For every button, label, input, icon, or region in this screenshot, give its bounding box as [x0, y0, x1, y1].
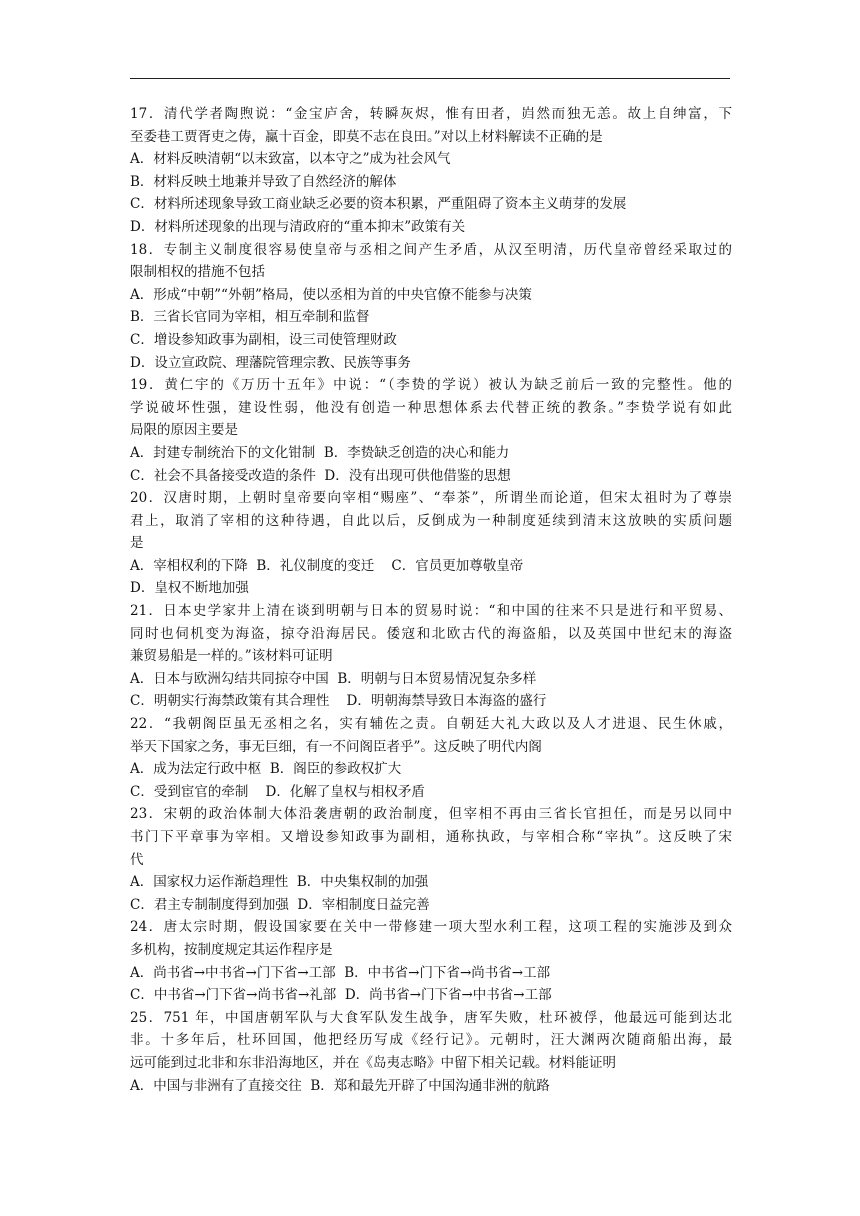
answer-option-line: A．宰相权利的下降 B．礼仪制度的变迁 C．官员更加尊敬皇帝	[130, 557, 524, 574]
question-stem-line: 君上，取消了宰相的这种待遇，自此以后，反倒成为一种制度延续到清末这放映的实质问题	[130, 512, 732, 529]
question-block	[130, 600, 732, 713]
answer-option-line: A．成为法定行政中枢 B．阁臣的参政权扩大	[130, 761, 402, 778]
question-stem-line: 20．汉唐时期，上朝时皇帝要向宰相“赐座”、“奉茶”，所谓坐而论道，但宋太祖时为了尊崇	[130, 490, 732, 507]
question-stem-line: 书门下平章事为宰相。又增设参知政事为副相，通称执政，与宰相合称“宰执”。这反映了宋	[130, 829, 732, 845]
question-block	[130, 374, 732, 487]
answer-option-line: C．材料所述现象导致工商业缺乏必要的资本积累，严重阻碍了资本主义萌芽的发展	[130, 196, 627, 213]
question-block	[130, 1007, 732, 1097]
question-stem-line: 多机构，按制度规定其运作程序是	[130, 941, 333, 958]
answer-option-line: C．增设参知政事为副相，设三司使管理财政	[130, 331, 397, 348]
answer-option-line: C．明朝实行海禁政策有其合理性 D．明朝海禁导致日本海盗的盛行	[130, 693, 547, 710]
question-block	[130, 239, 732, 375]
question-stem-line: 17．清代学者陶煦说：“金宝庐舍，转瞬灰烬，惟有田者，岿然而独无恙。故上自绅富，下	[130, 106, 732, 122]
question-stem-line: 18．专制主义制度很容易使皇帝与丞相之间产生矛盾，从汉至明清，历代皇帝曾经采取过的	[130, 241, 732, 258]
question-stem-line: 至委巷工贾胥吏之俦，赢十百金，即莫不志在良田。”对以上材料解读不正确的是	[130, 128, 603, 145]
answer-option-line: A．封建专制统治下的文化钳制 B．李贽缺乏创造的决心和能力	[130, 444, 510, 461]
answer-option-line: C．中书省→门下省→尚书省→礼部 D．尚书省→门下省→中书省→工部	[130, 987, 552, 1004]
question-block	[130, 713, 732, 803]
question-stem-line: 同时也伺机变为海盗，掠夺沿海居民。倭寇和北欧古代的海盗船，以及英国中世纪末的海盗	[130, 625, 732, 642]
question-stem-line: 兼贸易船是一样的。”该材料可证明	[130, 648, 333, 665]
answer-option-line: A．形成“中朝”“外朝”格局，使以丞相为首的中央官僚不能参与决策	[130, 286, 532, 303]
answer-option-line: D．材料所述现象的出现与清政府的“重本抑末”政策有关	[130, 218, 466, 235]
question-list	[130, 103, 732, 1097]
question-stem-line: 学说破坏性强，建设性弱，他没有创造一种思想体系去代替正统的教条。”李贽学说有如此	[130, 399, 732, 416]
question-stem-line: 25．751 年，中国唐朝军队与大食军队发生战争，唐军失败，杜环被俘，他最远可能到达北	[130, 1009, 732, 1026]
answer-option-line: A．中国与非洲有了直接交往 B．郑和最先开辟了中国沟通非洲的航路	[130, 1077, 550, 1094]
answer-option-line: B．三省长官同为宰相，相互牵制和监督	[130, 309, 370, 326]
answer-option-line: D．设立宣政院、理藩院管理宗教、民族等事务	[130, 354, 411, 371]
answer-option-line: A．国家权力运作渐趋理性 B．中央集权制的加强	[130, 874, 429, 891]
question-stem-line: 24．唐太宗时期，假设国家要在关中一带修建一项大型水利工程，这项工程的实施涉及到众	[130, 919, 732, 936]
header-rule	[130, 78, 730, 79]
answer-option-line: C．社会不具备接受改造的条件 D．没有出现可供他借鉴的思想	[130, 467, 511, 484]
question-stem-line: 局限的原因主要是	[130, 422, 238, 439]
answer-option-line: B．材料反映土地兼并导致了自然经济的解体	[130, 173, 397, 190]
answer-option-line: C．受到宦官的牵制 D．化解了皇权与相权矛盾	[130, 783, 425, 800]
question-block	[130, 487, 732, 600]
question-block	[130, 103, 732, 239]
question-stem-line: 远可能到过北非和东非沿海地区，并在《岛夷志略》中留下相关记载。材料能证明	[130, 1054, 616, 1071]
answer-option-line: A．日本与欧洲勾结共同掠夺中国 B．明朝与日本贸易情况复杂多样	[130, 670, 537, 687]
answer-option-line: A．材料反映清朝“以末致富，以本守之”成为社会风气	[130, 151, 451, 168]
question-stem-line: 22．“我朝阁臣虽无丞相之名，实有辅佐之责。自朝廷大礼大政以及人才进退、民生休戚，	[130, 716, 732, 733]
question-stem-line: 举天下国家之务，事无巨细，有一不问阁臣者乎”。这反映了明代内阁	[130, 738, 542, 755]
question-stem-line: 限制相权的措施不包括	[130, 264, 265, 281]
answer-option-line: C．君主专制制度得到加强 D．宰相制度日益完善	[130, 896, 430, 913]
answer-option-line: D．皇权不断地加强	[130, 580, 249, 597]
question-stem-line: 代	[130, 851, 144, 868]
question-block	[130, 916, 732, 1006]
question-stem-line: 是	[130, 535, 144, 552]
question-stem-line: 21．日本史学家井上清在谈到明朝与日本的贸易时说：“和中国的往来不只是进行和平贸易、	[130, 603, 732, 620]
question-block	[130, 803, 732, 916]
answer-option-line: A．尚书省→中书省→门下省→工部 B．中书省→门下省→尚书省→工部	[130, 964, 551, 981]
question-stem-line: 非。十多年后，杜环回国，他把经历写成《经行记》。元朝时，汪大渊两次随商船出海，最	[130, 1032, 732, 1049]
question-stem-line: 19．黄仁宇的《万历十五年》中说：“（李贽的学说）被认为缺乏前后一致的完整性。他的	[130, 377, 732, 394]
question-stem-line: 23．宋朝的政治体制大体沿袭唐朝的政治制度，但宰相不再由三省长官担任，而是另以同中	[130, 806, 732, 823]
